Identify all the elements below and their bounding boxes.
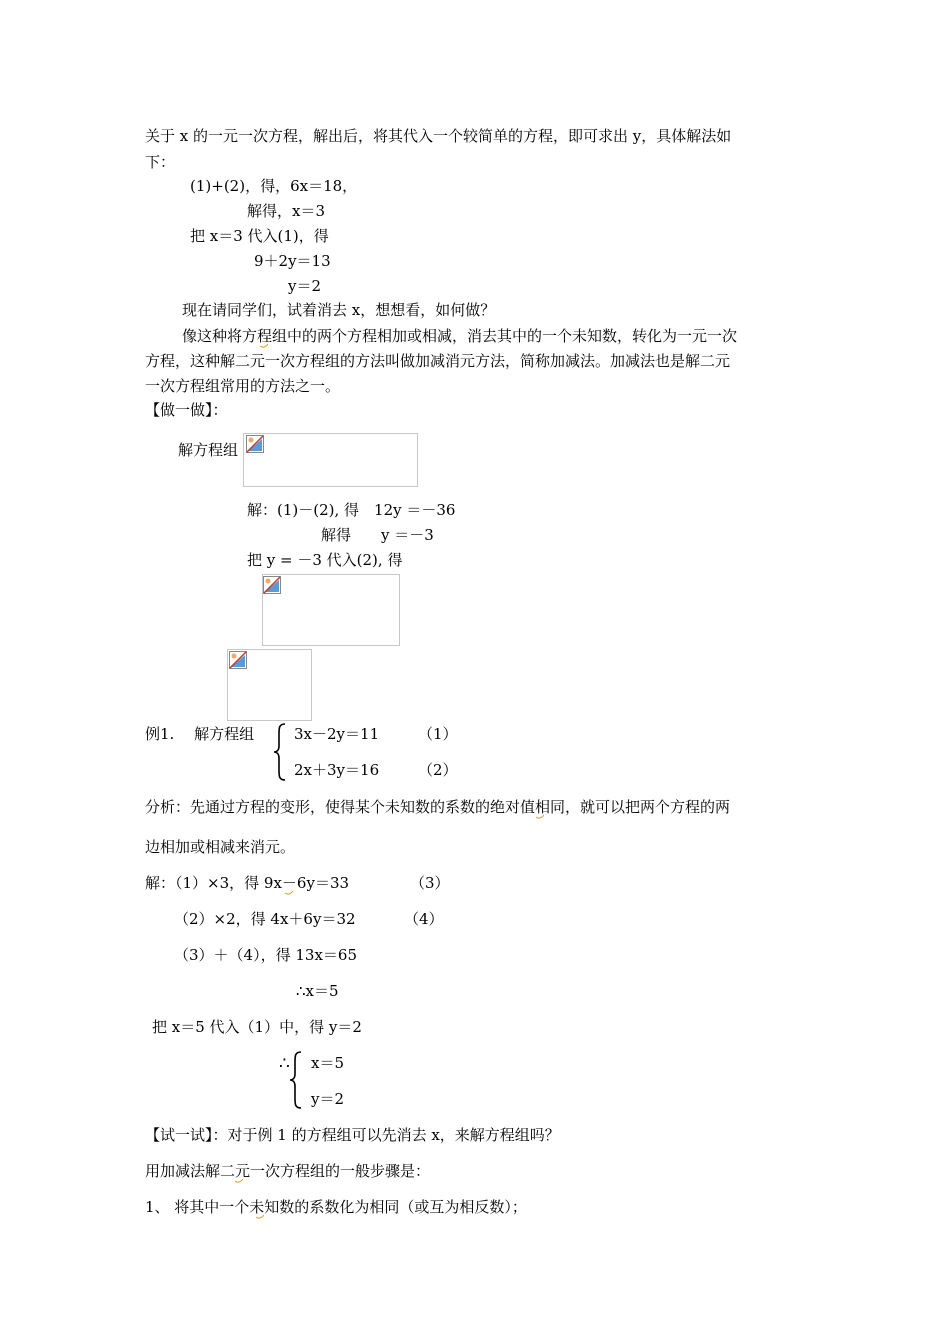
proofing-mark-icon (260, 343, 268, 349)
example1-solution-step2-number: （4） (404, 910, 444, 928)
left-brace (288, 1050, 304, 1110)
equation-image-placeholder (262, 574, 400, 646)
therefore-symbol: ∴ (279, 1054, 290, 1074)
try-it-line: 【试一试】：对于例 1 的方程组可以先消去 x，来解方程组吗？ (145, 1126, 560, 1144)
proofing-mark-icon (536, 814, 544, 820)
solution1-step4: 9＋2y＝13 (254, 252, 331, 270)
example1-eq1: 3x－2y＝11 (294, 725, 380, 743)
step-item-1: 1、 将其中一个未知数的系数化为相同（或互为相反数）； (145, 1198, 527, 1216)
proofing-mark-icon (235, 1178, 243, 1184)
proofing-mark-icon (256, 1214, 264, 1220)
practice-solution-2: 解得 y ＝－3 (321, 526, 434, 544)
example1-eq2: 2x＋3y＝16 (294, 761, 380, 779)
example1-label: 例1. 解方程组 (145, 725, 255, 743)
definition-line-2: 方程，这种解二元一次方程组的方法叫做加减消元方法，简称加减法。加减法也是解二元 (145, 352, 731, 370)
solution1-step2: 解得，x＝3 (247, 202, 326, 220)
steps-heading: 用加减法解二元一次方程组的一般步骤是： (145, 1162, 431, 1180)
proofing-mark-icon (285, 890, 293, 896)
analysis-line-1: 分析：先通过方程的变形，使得某个未知数的系数的绝对值相同，就可以把两个方程的两 (145, 798, 731, 816)
solution1-step3: 把 x＝3 代入(1)，得 (190, 227, 329, 245)
solution1-step5: y＝2 (288, 277, 322, 295)
practice-label: 解方程组 (178, 441, 239, 459)
example1-solution-step1: 解：（1）×3，得 9x－6y＝33 (145, 874, 350, 892)
intro-line-2: 下： (145, 153, 176, 171)
example1-solution-step2: （2）×2，得 4x＋6y＝32 (174, 910, 356, 928)
example1-solution-step5: 把 x＝5 代入（1）中，得 y＝2 (152, 1018, 362, 1036)
broken-image-icon (229, 651, 247, 669)
definition-line-3: 一次方程组常用的方法之一。 (145, 377, 341, 395)
analysis-line-2: 边相加或相减来消元。 (145, 838, 296, 856)
example1-solution-step3: （3）＋（4），得 13x＝65 (174, 946, 357, 964)
definition-line-1: 像这种将方程组中的两个方程相加或相减，消去其中的一个未知数，转化为一元一次 (182, 327, 738, 345)
practice-heading: 【做一做】： (145, 401, 228, 419)
solution1-step1: (1)+(2)，得，6x＝18， (190, 177, 358, 195)
example1-solution-step4: ∴x＝5 (296, 982, 339, 1000)
broken-image-icon (246, 435, 264, 453)
answer-x: x＝5 (311, 1054, 345, 1072)
example1-solution-step1-number: （3） (410, 874, 450, 892)
equation-image-placeholder (243, 433, 418, 487)
practice-solution-3: 把 y = －3 代入(2), 得 (247, 551, 403, 569)
broken-image-icon (263, 576, 281, 594)
practice-solution-1: 解：(1)－(2), 得 12y ＝－36 (247, 501, 456, 519)
left-brace (272, 722, 288, 782)
example1-eq1-number: （1） (418, 725, 458, 743)
prompt-line: 现在请同学们，试着消去 x，想想看，如何做？ (182, 301, 496, 319)
example1-eq2-number: （2） (418, 761, 458, 779)
answer-y: y＝2 (311, 1090, 345, 1108)
intro-line-1: 关于 x 的一元一次方程，解出后，将其代入一个较简单的方程，即可求出 y，具体解法如 (145, 127, 732, 145)
